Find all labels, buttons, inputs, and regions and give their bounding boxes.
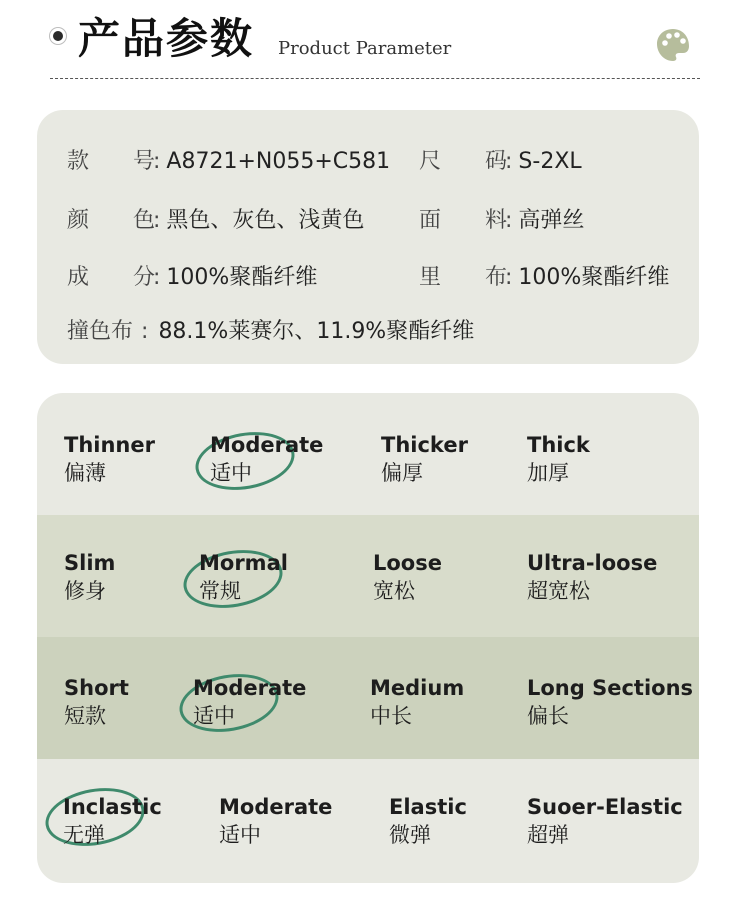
lining-label: 里 布 [419, 265, 508, 290]
scale-option [219, 793, 332, 849]
scale-option-selected [193, 674, 306, 730]
composition-label: 成 分 [67, 265, 156, 290]
option-cn: 偏长 [527, 704, 569, 728]
palette-icon [655, 27, 691, 63]
color-value: 黑色、灰色、浅黄色 [166, 208, 365, 233]
info-size [419, 144, 582, 175]
scale-option [527, 793, 683, 849]
info-contrast [67, 314, 474, 345]
size-value: S-2XL [518, 149, 582, 174]
option-cn: 修身 [64, 579, 106, 603]
scale-option [64, 549, 115, 605]
option-en: Slim [64, 551, 116, 575]
option-cn: 适中 [219, 823, 261, 847]
header [0, 0, 750, 90]
option-cn: 偏薄 [64, 461, 106, 485]
option-en: Moderate [193, 676, 307, 700]
fabric-label: 面 料 [419, 208, 508, 233]
option-cn: 加厚 [527, 461, 569, 485]
option-en: Moderate [210, 433, 324, 457]
scale-option [389, 793, 467, 849]
style-no-label: 款 号 [67, 149, 156, 174]
colon: : [153, 208, 161, 233]
contrast-value: 88.1%莱赛尔、11.9%聚酯纤维 [158, 319, 475, 344]
info-color [67, 203, 364, 234]
option-en: Thick [527, 433, 590, 457]
info-style-no [67, 144, 390, 175]
product-info-card [37, 110, 699, 364]
fabric-value: 高弹丝 [518, 208, 585, 233]
length-row [37, 637, 699, 759]
option-en: Medium [370, 676, 465, 700]
style-no-value: A8721+N055+C581 [166, 149, 391, 174]
colon: : [141, 319, 149, 344]
scale-option [527, 549, 657, 605]
scale-option [527, 674, 693, 730]
option-en: Ultra-loose [527, 551, 658, 575]
colon: : [505, 265, 513, 290]
scale-option-selected [199, 549, 288, 605]
fit-row [37, 515, 699, 637]
option-en: Long Sections [527, 676, 694, 700]
thickness-row [37, 393, 699, 515]
option-en: Inclastic [63, 795, 162, 819]
option-en: Suoer-Elastic [527, 795, 683, 819]
option-en: Mormal [199, 551, 288, 575]
divider [50, 78, 700, 79]
option-cn: 无弹 [63, 823, 105, 847]
option-en: Short [64, 676, 129, 700]
composition-value: 100%聚酯纤维 [166, 265, 318, 290]
scale-option [527, 431, 590, 487]
page-subtitle: Product Parameter [278, 38, 452, 59]
elasticity-row [37, 759, 699, 883]
info-composition [67, 260, 317, 291]
option-cn: 常规 [199, 579, 241, 603]
scale-option [64, 431, 155, 487]
colon: : [505, 149, 513, 174]
option-en: Loose [373, 551, 442, 575]
lining-value: 100%聚酯纤维 [518, 265, 670, 290]
option-cn: 偏厚 [381, 461, 423, 485]
scale-option [373, 549, 442, 605]
option-cn: 适中 [193, 704, 235, 728]
option-cn: 短款 [64, 704, 106, 728]
option-cn: 超宽松 [527, 579, 590, 603]
info-lining [419, 260, 669, 291]
scale-option [381, 431, 468, 487]
colon: : [153, 265, 161, 290]
colon: : [153, 149, 161, 174]
option-en: Elastic [389, 795, 467, 819]
scale-option [64, 674, 129, 730]
scale-option-selected [63, 793, 162, 849]
colon: : [505, 208, 513, 233]
page-title: 产品参数 [78, 14, 255, 63]
option-cn: 超弹 [527, 823, 569, 847]
option-cn: 适中 [210, 461, 252, 485]
size-label: 尺 码 [419, 149, 508, 174]
option-en: Thinner [64, 433, 155, 457]
option-en: Thicker [381, 433, 468, 457]
contrast-label: 撞色布 [67, 319, 134, 344]
scale-option [370, 674, 464, 730]
option-cn: 中长 [370, 704, 412, 728]
option-en: Moderate [219, 795, 333, 819]
option-cn: 宽松 [373, 579, 415, 603]
attribute-scale-card [37, 393, 699, 883]
color-label: 颜 色 [67, 208, 156, 233]
scale-option-selected [210, 431, 323, 487]
info-fabric [419, 203, 584, 234]
option-cn: 微弹 [389, 823, 431, 847]
bullet-icon [53, 31, 63, 41]
